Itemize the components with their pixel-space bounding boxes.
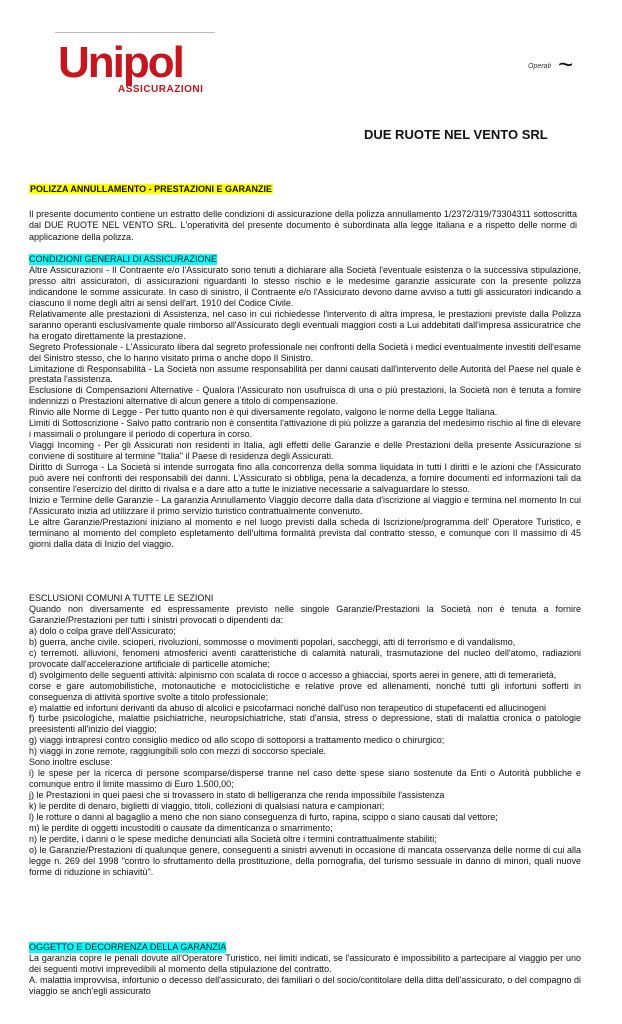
list-item: l) le rotture o danni al bagaglio a meno che non siano conseguenza di furto, rapina, scippo o siano causati dal vettore; <box>29 812 498 823</box>
list-item: g) viaggi intrapresi contro consiglio medico od allo scopo di sottoporsi a trattamento medico o chirurgico; <box>29 735 445 746</box>
section-esclusioni <box>29 593 581 878</box>
paragraph: Le altre Garanzie/Prestazioni iniziano al momento e nel luogo previsti dalla scheda di Iscrizione/programma dell' Operatore Turistico, e terminano al momento del completo espletamento dell'ultima formalità prevista dal contratto stesso, e comunque con Il massimo di 45 giorni dalla data di Inizio del viaggio. <box>29 516 581 549</box>
company-name: DUE RUOTE NEL VENTO SRL <box>364 127 548 142</box>
paragraph: Limitazione di Responsabilità - La Società non assume responsabilità per danni causati dall'intervento delle Autorità del Paese nel quale è prestata l'assistenza. <box>29 363 581 385</box>
paragraph: Limiti di Sottoscrizione - Salvo patto contrario non è consentita l'attivazione di più polizze a garanzia del medesimo rischio al fine di elevare i massimali o prolungare il periodo di copertura in corso. <box>29 418 582 440</box>
list-item: n) le perdite, i danni o le spese mediche denunciati alla Società oltre i termini contrattualmente stabiliti; <box>29 833 437 844</box>
list-item: o) le Garanzie/Prestazioni di qualunque genere, conseguenti a sinistri avvenuti in occasione di mancata osservanza delle norme di cui alla legge n. 269 del 1998 "contro lo sfruttamento della prostituzione, della pornografia, del turismo sessuale in danno di minori, quali nuove forme di riduzione in schiavitù". <box>29 844 581 877</box>
document-title: POLIZZA ANNULLAMENTO - PRESTAZIONI E GARANZIE <box>30 184 272 194</box>
intro-paragraph: Il presente documento contiene un estratto delle condizioni di assicurazione della polizza annullamento 1/2372/319/73304311 sottoscritta dal DUE RUOTE NEL VENTO SRL. L'operatività del presente documento è subordinata alla legge italiana e a rispetto delle norme di applicazione della polizza. <box>29 209 577 242</box>
list-item: i) le spese per la ricerca di persone scomparse/disperse tranne nel caso dette spese siano sostenute da Enti o Autorità pubbliche e comunque entro il limite massimo di Euro 1.500,00; <box>29 768 581 790</box>
section-title: CONDIZIONI GENERALI DI ASSICURAZIONE <box>29 254 218 264</box>
section-condizioni-generali <box>29 254 581 550</box>
paragraph: A. malattia improvvisa, infortunio o decesso dell'assicurato, dei familiari o del socio/contitolare della ditta dell'assicurato, o del compagno di viaggio se anch'egli assicurato <box>29 974 581 996</box>
list-item: c) terremoti. alluvioni, fenomeni atmosferici aventi caratteristiche di calamità naturali, trasmutazione del nucleo dell'atomo, radiazioni provocate dall'accelerazione artificiale di particelle atomiche; <box>29 647 581 669</box>
list-item: e) malattie ed infortuni derivanti da abuso di alcolici e psicofarmaci nonché dall'uso non terapeutico di stupefacenti ed allucinogeni <box>29 702 547 713</box>
paragraph: Relativamente alle prestazioni di Assistenza, nel caso in cui richiedesse l'intervento di altra impresa, le prestazioni previste dalla Polizza saranno operanti esclusivamente quale rimborso all'Assicurato degli eventuali maggiori costi a Lui addebitati dall'impresa assicuratrice che ha erogato direttamente la prestazione. <box>29 308 581 341</box>
section-title: ESCLUSIONI COMUNI A TUTTE LE SEZIONI <box>29 593 214 603</box>
operator-signature-mark: ~ <box>558 49 574 79</box>
logo-word-text: Unipol <box>58 38 183 87</box>
list-item: h) viaggi in zone remote, raggiungibili solo con mezzi di soccorso speciale. <box>29 746 327 757</box>
paragraph: Esclusione di Compensazioni Alternative - Qualora l'Assicurato non usufruisca di una o più prestazioni, la Società non è tenuta a fornire indennizzi o Prestazioni alternative di alcun genere a titolo di compensazione. <box>29 385 581 407</box>
header-divider <box>55 32 215 33</box>
section-title: OGGETTO E DECORRENZA DELLA GARANZIA <box>29 942 227 952</box>
list-item: b) guerra, anche civile. scioperi, rivoluzioni, sommosse o movimenti popolari, saccheggi, atti di terrorismo e di vandalismo, <box>29 636 516 647</box>
unipol-logo <box>58 40 218 102</box>
list-item: corse e gare automobilistiche, motonautiche e motociclistiche e relative prove ed allenamenti, nonché tutti gli infortuni sofferti in conseguenza di attività sportive svolte a titolo professionale; <box>29 680 581 702</box>
list-item: j) le Prestazioni in quei paesi che si trovassero in stato di belligeranza che renda impossibile l'assistenza <box>29 790 445 801</box>
paragraph: Segreto Professionale - L'Assicurato libera dal segreto professionale nei confronti della Società i medici eventualmente investiti dell'esame del Sinistro stesso, che lo hanno visitato prima o anche dopo Il Sinistro. <box>29 341 581 363</box>
paragraph: Quando non diversamente ed espressamente previsto nelle singole Garanzie/Prestazioni la Società non è tenuta a fornire Garanzie/Prestazioni per tutti i sinistri provocati o dipendenti da: <box>29 603 581 625</box>
list-item: a) dolo o colpa grave dell'Assicurato; <box>29 625 176 636</box>
list-item: k) le perdite di denaro, biglietti di viaggio, titoli, collezioni di qualsiasi natura e campionari; <box>29 801 385 812</box>
paragraph: Sono inoltre escluse: <box>29 757 113 768</box>
paragraph: Viaggi Incoming - Per gli Assicurati non residenti in Italia, agli effetti delle Garanzie e delle Prestazioni della presente Assicurazione si conviene di sostituire al termine "Italia" il Paese di residenza degli Assicurati. <box>29 440 581 462</box>
paragraph: Diritto di Surroga - La Società si intende surrogata fino alla concorrenza della somma liquidata in tutti I diritti e le azioni che l'Assicurato può avere nei confronti dei responsabili dei danni. L'Assicurato si obbliga, pena la decadenza, a fornire documenti ed informazioni tali da consentire l'esercizio del diritto di rivalsa e a dare atto a tutte le iniziative necessarie a salvaguardare lo stesso. <box>29 462 581 495</box>
paragraph: La garanzia copre le penali dovute all'Operatore Turistico, nei limiti indicati, se l'assicurato è impossibilito a partecipare al viaggio per uno dei seguenti motivi imprevedibili al momento della stipulazione del contratto. <box>29 952 581 974</box>
paragraph: Altre Assicurazioni - Il Contraente e/o l'Assicurato sono tenuti a dichiarare alla Società l'eventuale esistenza o la successiva stipulazione, presso altri assicuratori, di assicurazioni riguardanti lo stesso rischio e le medesime garanzie assicurate con la presente polizza indicandone le somme assicurate. In caso di sinistro, il Contraente e/o l'Assicurato devono darne avviso a tutti gli assicuratori indicando a ciascuno il nome degli altri ai sensi dell'art. 1910 del Codice Civile. <box>29 264 581 308</box>
operator-label: Operati <box>528 63 551 70</box>
logo-subtitle: ASSICURAZIONI <box>118 84 204 95</box>
list-item: d) svolgimento delle seguenti attività: alpinismo con scalata di rocce o accesso a ghiacciai, sports aerei in genere, atti di temerarietà, <box>29 669 557 680</box>
list-item: m) le perdite di oggetti incustoditi o causate da dimenticanza o smarrimento; <box>29 823 333 834</box>
list-item: f) turbe psicologiche, malattie psichiatriche, neuropsichiatriche, stati d'ansia, stress o depressione, stati di malattia cronica o patologie preesistenti all'inizio del viaggio; <box>29 713 581 735</box>
paragraph: Inizio e Termine delle Garanzie - La garanzia Annullamento Viaggio decorre dalla data d'iscrizione al viaggio e termina nel momento In cui l'Assicurato inizia ad utilizzare il primo servizio turistico contrattualmente convenuto. <box>29 494 581 516</box>
logo-wordmark <box>58 40 183 86</box>
paragraph: Rinvio alle Norme di Legge - Per tutto quanto non è qui diversamente regolato, valgono le norme della Legge Italiana. <box>29 407 498 418</box>
section-oggetto-decorrenza <box>29 942 581 997</box>
